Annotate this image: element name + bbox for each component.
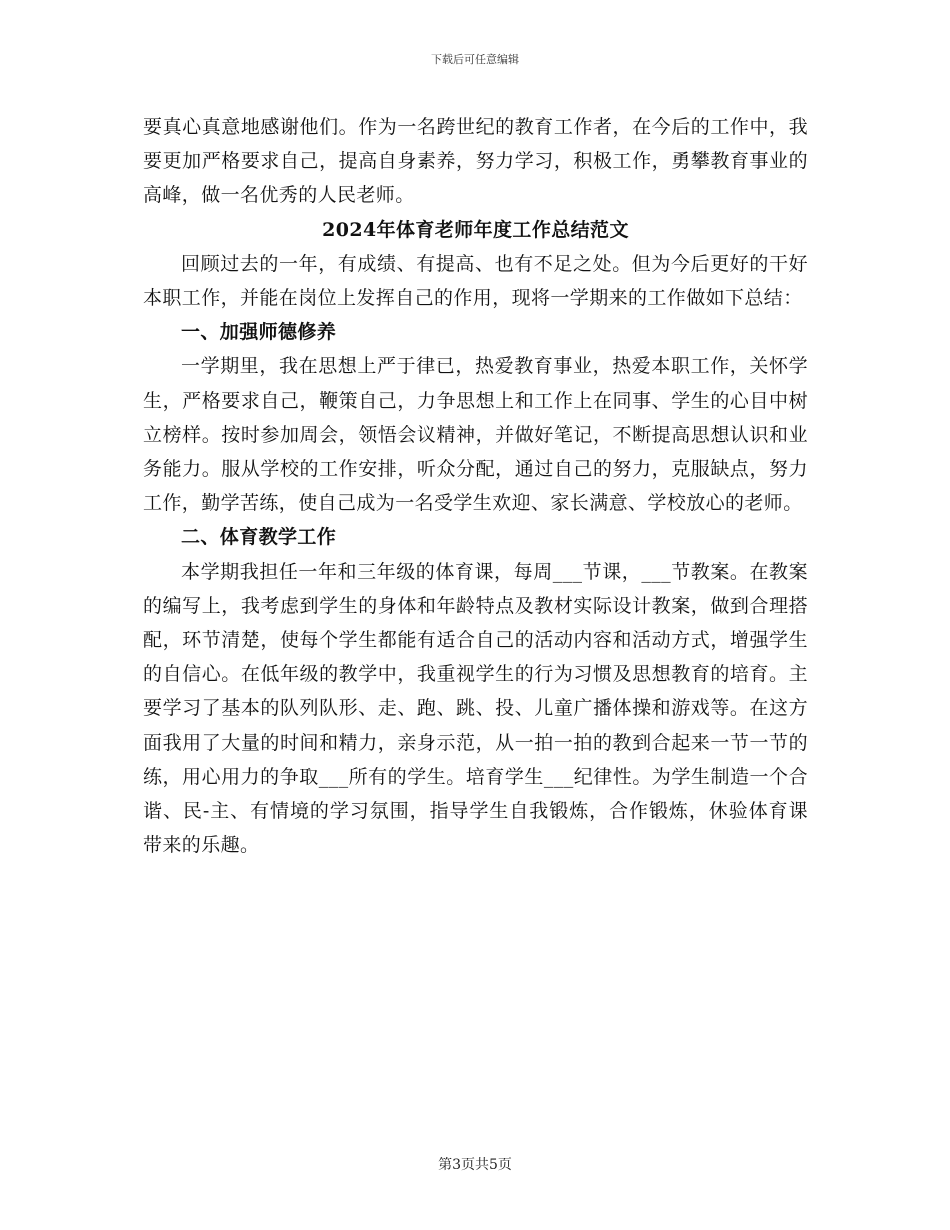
document-title: 2024年体育老师年度工作总结范文 [322, 218, 629, 241]
page-number: 第3页共5页 [438, 1157, 512, 1173]
intro-paragraph: 要真心真意地感谢他们。作为一名跨世纪的教育工作者，在今后的工作中，我要更加严格要求自己，提高自身素养，努力学习，积极工作，勇攀教育事业的高峰，做一名优秀的人民老师。 [143, 116, 808, 207]
document-body [143, 110, 808, 862]
opening-paragraph: 回顾过去的一年，有成绩、有提高、也有不足之处。但为今后更好的干好本职工作，并能在岗位上发挥自己的作用，现将一学期来的工作做如下总结： [143, 252, 808, 310]
section-2-paragraph: 本学期我担任一年和三年级的体育课，每周___节课，___节教案。在教案的编写上，我考虑到学生的身体和年龄特点及教材实际设计教案，做到合理搭配，环节清楚，使每个学生都能有适合自己的活动内容和活动方式，增强学生的自信心。在低年级的教学中，我重视学生的行为习惯及思想教育的培育。主要学习了基本的队列队形、走、跑、跳、投、儿童广播体操和游戏等。在这方面我用了大量的时间和精力，亲身示范，从一拍一拍的教到合起来一节一节的练，用心用力的争取___所有的学生。培育学生___纪律性。为学生制造一个合谐、民-主、有情境的学习氛围，指导学生自我锻炼，合作锻炼，休验体育课带来的乐趣。 [143, 560, 808, 857]
section-1-paragraph: 一学期里，我在思想上严于律已，热爱教育事业，热爱本职工作，关怀学生，严格要求自己，鞭策自己，力争思想上和工作上在同事、学生的心目中树立榜样。按时参加周会，领悟会议精神，并做好笔记，不断提高思想认识和业务能力。服从学校的工作安排，听众分配，通过自己的努力，克服缺点，努力工作，勤学苦练，使自己成为一名受学生欢迎、家长满意、学校放心的老师。 [143, 355, 808, 515]
section-heading-1: 一、加强师德修养 [181, 321, 337, 344]
section-heading-2: 二、体育教学工作 [181, 526, 337, 549]
page-header: 下载后可任意编辑 [431, 53, 519, 66]
